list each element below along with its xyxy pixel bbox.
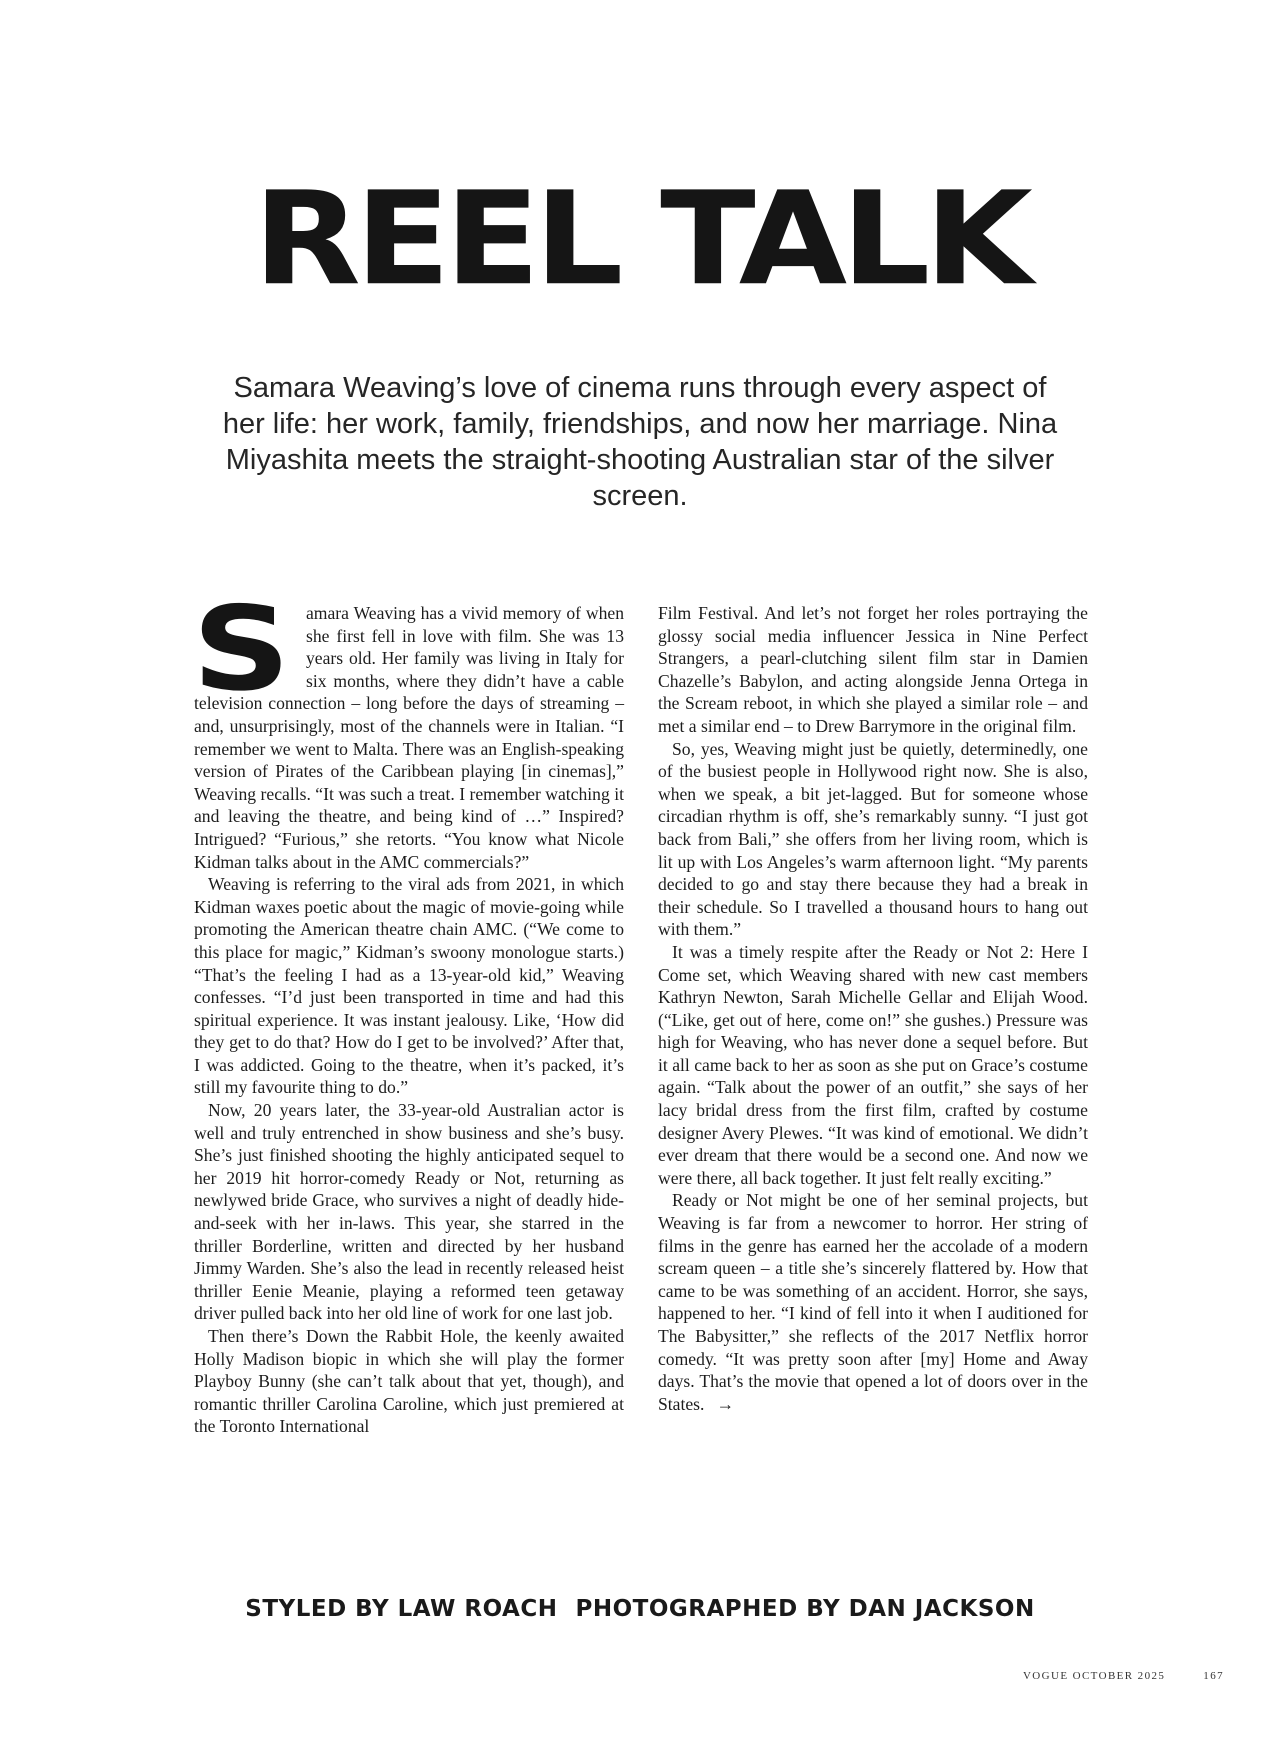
folio-publication: VOGUE OCTOBER 2025 (1022, 1670, 1166, 1682)
article-paragraph: Then there’s Down the Rabbit Hole, the keenly awaited Holly Madison biopic in which she will play the former Playboy Bunny (she can’t talk about that yet, though), and romantic thriller Carolina Caroline, which just premiered at the Toronto International (194, 1326, 624, 1437)
styled-by-credit: STYLED BY LAW ROACH (245, 1596, 558, 1622)
article-paragraph: Now, 20 years later, the 33-year-old Australian actor is well and truly entrenched in show business and she’s busy. She’s just finished shooting the highly anticipated sequel to her 2019 hit horror-comedy Ready or Not, returning as newlywed bride Grace, who survives a night of deadly hide-and-seek with her in-laws. This year, she starred in the thriller Borderline, written and directed by her husband Jimmy Warden. She’s also the lead in recently released heist thriller Eenie Meanie, playing a reformed teen getaway driver pulled back into her old line of work for one last job. (194, 1100, 624, 1324)
paragraph-text: amara Weaving has a vivid memory of when she first fell in love with film. She was 13 years old. Her family was living in Italy for six months, where they didn’t have a cable television connection – long before the days of streaming – and, unsurprisingly, most of the channels were in Italian. “I remember we went to Malta. There was an English-speaking version of Pirates of the Caribbean playing [in cinemas],” Weaving recalls. “It was such a treat. I remember watching it and leaving the theatre, and being kind of …” Inspired? Intrigued? “Furious,” she retorts. “You know what Nicole Kidman talks about in the AMC commercials?” (194, 603, 624, 872)
article-paragraph (192, 582, 624, 873)
continue-arrow-icon: → (716, 1393, 735, 1414)
article-paragraph: Film Festival. And let’s not forget her roles portraying the glossy social media influencer Jessica in Nine Perfect Strangers, a pearl-clutching silent film star in Damien Chazelle’s Babylon, and acting alongside Jenna Ortega in the Scream reboot, in which she played a similar role – and met a similar end – to Drew Barrymore in the original film. (658, 603, 1088, 736)
article-paragraph: It was a timely respite after the Ready or Not 2: Here I Come set, which Weaving shared with new cast members Kathryn Newton, Sarah Michelle Gellar and Elijah Wood. (“Like, get out of here, come on!” she gushes.) Pressure was high for Weaving, who has never done a sequel before. But it all came back to her as soon as she put on Grace’s costume again. “Talk about the power of an outfit,” she says of her lacy bridal dress from the first film, crafted by costume designer Avery Plewes. “It was kind of emotional. We didn’t ever dream that there would be a second one. And now we were there, all back together. It just felt really exciting.” (658, 941, 1088, 1188)
page-number: 167 (1203, 1670, 1224, 1682)
drop-cap: S (192, 582, 291, 717)
article-column-left (192, 582, 624, 1438)
headline: REEL TALK (253, 164, 1027, 315)
article-paragraph: Weaving is referring to the viral ads from 2021, in which Kidman waxes poetic about the magic of movie-going while promoting the American theatre chain AMC. (“We come to this place for magic,” Kidman’s swoony monologue starts.) “That’s the feeling I had as a 13-year-old kid,” Weaving confesses. “I’d just been transported in time and had this spiritual experience. It was instant jealousy. Like, ‘How did they get to do that? How do I get to be involved?’ After that, I was addicted. Going to the theatre, when it’s packed, it’s still my favourite thing to do.” (194, 874, 624, 1098)
article-paragraph (658, 1189, 1088, 1415)
folio (1023, 1670, 1224, 1682)
photographed-by-credit: PHOTOGRAPHED BY DAN JACKSON (575, 1596, 1035, 1622)
photo-credits (0, 1596, 1280, 1622)
paragraph-text: Ready or Not might be one of her seminal projects, but Weaving is far from a newcomer to horror. Her string of films in the genre has earned her the accolade of a modern scream queen – a title she’s sincerely flattered by. How that came to be was something of an accident. Horror, she says, happened to her. “I kind of fell into it when I auditioned for The Babysitter,” she reflects of the 2017 Netflix horror comedy. “It was pretty soon after [my] Home and Away days. That’s the movie that opened a lot of doors over in the States. (658, 1190, 1088, 1414)
standfirst: Samara Weaving’s love of cinema runs through every aspect of her life: her work, family, friendships, and now her marriage. Nina Miyashita meets the straight-shooting Australian star of the silver screen. (222, 372, 1058, 512)
article-column-right (658, 602, 1088, 1415)
article-paragraph: So, yes, Weaving might just be quietly, determinedly, one of the busiest people in Hollywood right now. She is also, when we speak, a bit jet-lagged. But for someone whose circadian rhythm is off, she’s remarkably sunny. “I just got back from Bali,” she offers from her living room, which is lit up with Los Angeles’s warm afternoon light. “My parents decided to go and stay there because they had a break in their schedule. So I travelled a thousand hours to hang out with them.” (658, 738, 1088, 940)
